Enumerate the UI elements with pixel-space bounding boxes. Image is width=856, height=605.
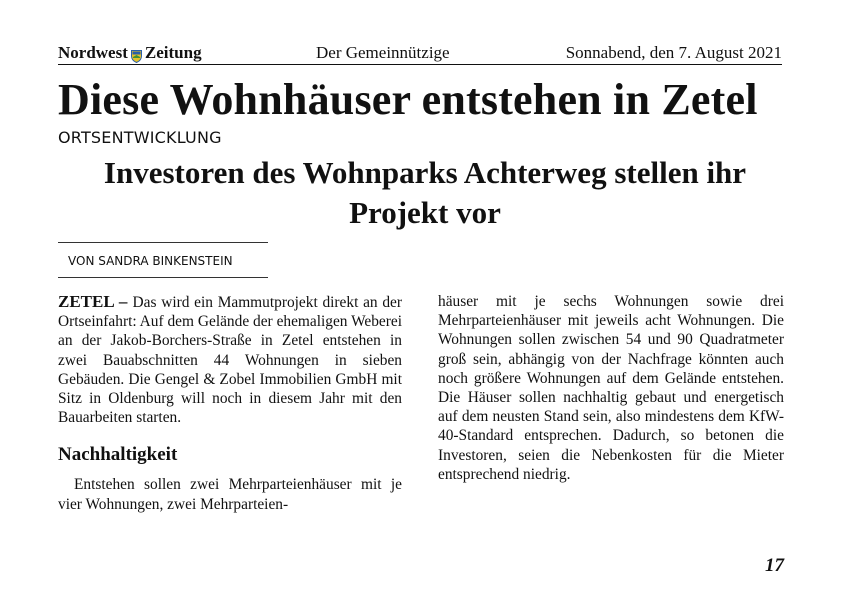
page-number: 17 bbox=[765, 555, 784, 576]
body-paragraph-col2: häuser mit je sechs Wohnungen sowie drei Mehrparteienhäuser mit jeweils acht Wohnungen. Die Wohnungen sollen zwischen 54 und 90 Quadratmeter groß sein, abhängig von der Nachfrage könnten auch noch größere Wohnungen auf dem Gelände entstehen. Die Häuser sollen nachhaltig gebaut und energetisch auf dem neusten Stand sein, also mindestens dem KfW-40-Standard entsprechen. Dadurch, so betonen die Investoren, seien die Nebenkosten für die Mieter entsprechend niedrig. bbox=[438, 293, 784, 483]
body-paragraph-col1: Entstehen sollen zwei Mehrparteienhäuser mit je vier Wohnungen, zwei Mehrparteien- bbox=[58, 476, 402, 513]
dateline-dash: – bbox=[113, 292, 133, 311]
coat-of-arms-icon bbox=[131, 48, 142, 61]
lead-paragraph bbox=[58, 292, 402, 427]
brand-name-left: Nordwest bbox=[58, 43, 128, 62]
kicker: ORTSENTWICKLUNG bbox=[58, 128, 222, 147]
section-name: Der Gemeinnützige bbox=[316, 43, 450, 62]
newspaper-brand bbox=[58, 43, 202, 63]
subheadline: Investoren des Wohnparks Achterweg stellen ihr Projekt vor bbox=[103, 155, 747, 230]
brand-name-right: Zeitung bbox=[144, 43, 202, 62]
lead-text: Das wird ein Mammutprojekt direkt an der Ortseinfahrt: Auf dem Gelände der ehemaligen Weberei an der Jakob-Borchers-Straße in Zetel entstehen in zwei Bauabschnitten 44 Wohnungen in sieben Gebäuden. Die Gengel & Zobel Immobilien GmbH mit Sitz in Oldenburg will noch in diesem Jahr mit den Bauarbeiten starten. bbox=[58, 294, 403, 427]
article-column-right bbox=[438, 292, 784, 484]
dateline: ZETEL bbox=[58, 292, 114, 311]
headline: Diese Wohnhäuser entstehen in Zetel bbox=[58, 75, 758, 124]
byline: VON SANDRA BINKENSTEIN bbox=[58, 242, 268, 278]
issue-date: Sonnabend, den 7. August 2021 bbox=[565, 43, 782, 62]
masthead bbox=[58, 40, 782, 65]
article-column-left bbox=[58, 292, 402, 514]
section-heading: Nachhaltigkeit bbox=[58, 444, 178, 466]
